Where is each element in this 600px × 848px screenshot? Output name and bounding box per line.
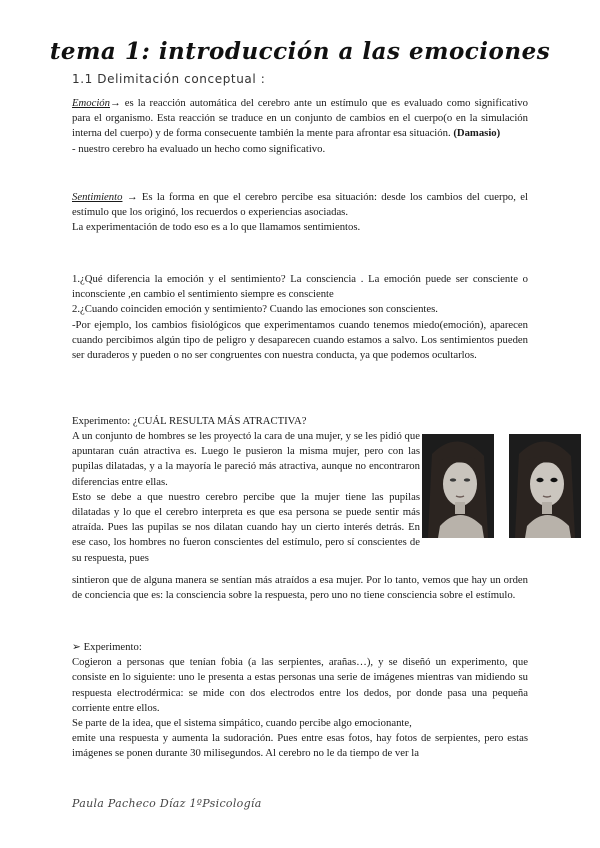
portrait-normal-pupils-image bbox=[422, 434, 494, 538]
question-1: 1.¿Qué diferencia la emoción y el sentimiento? La consciencia . La emoción puede ser consciente o inconsciente ,en cambio el sentimiento siempre es consciente bbox=[72, 273, 528, 301]
experiment1-continuation bbox=[72, 573, 528, 603]
experiment1-heading: Experimento: ¿CUÁL RESULTA MÁS ATRACTIVA? bbox=[72, 415, 307, 427]
sentimiento-definition bbox=[72, 190, 528, 236]
arrow-icon: → bbox=[110, 97, 121, 109]
emocion-term: Emoción bbox=[72, 97, 110, 109]
sentimiento-text: Es la forma en que el cerebro percibe esa situación: desde los cambios del cuerpo, el estímulo que los originó, los recuerdos o experiencias asociadas. bbox=[72, 191, 528, 219]
question-example: -Por ejemplo, los cambios fisiológicos que experimentamos cuando tenemos miedo(emoción), aparecen cuando percibimos algún tipo de peligro y desaparecen cuando estamos a salvo. Los sentimientos pueden ser duraderos y pueden o no ser congruentes con nuestra conducta, ya que podemos ocultarlos. bbox=[72, 318, 528, 362]
emocion-note: - nuestro cerebro ha evaluado un hecho como significativo. bbox=[72, 142, 326, 155]
arrow-icon: → bbox=[122, 191, 138, 203]
portrait-dilated-pupils-image bbox=[509, 434, 581, 538]
questions-section bbox=[72, 272, 528, 363]
experiment1-paragraph-3: sintieron que de alguna manera se sentían más atraídos a esa mujer. Por lo tanto, vemos que hay un orden de conciencia que es: la consciencia sobre la respuesta, pero uno no tiene consciencia sobre el estímulo. bbox=[72, 574, 528, 602]
footer-author: Paula Pacheco Díaz 1ºPsicología bbox=[72, 797, 262, 810]
sentimiento-term: Sentimiento bbox=[72, 191, 123, 203]
experiment2-section bbox=[72, 640, 528, 762]
experiment2-paragraph-2: Se parte de la idea, que el sistema simpático, cuando percibe algo emocionante, bbox=[72, 717, 412, 730]
emocion-definition bbox=[72, 96, 528, 157]
page-title: tema 1: introducción a las emociones bbox=[49, 38, 551, 65]
experiment1-text bbox=[72, 429, 420, 566]
question-2: 2.¿Cuando coinciden emoción y sentimiento? Cuando las emociones son conscientes. bbox=[72, 303, 438, 316]
experiment2-paragraph-1: Cogieron a personas que tenían fobia (a las serpientes, arañas…), y se diseñó un experimento, que consiste en lo siguiente: uno le presenta a estas personas una serie de imágenes mientras van midiendo su respuesta electrodérmica: se mide con dos electrodos entre los dedos, por donde pasa una pequeña corriente entre ellos. bbox=[72, 656, 528, 714]
emocion-text: es la reacción automática del cerebro ante un estímulo que es evaluado como significativo para el organismo. Esta reacción se traduce en un conjunto de cambios en el cuerpo(o en la simulación interna del cuerpo) y de forma consecuente también la mente para afrontar esa situación. bbox=[72, 97, 528, 140]
experiment2-paragraph-3: emite una respuesta y aumenta la sudoración. Pues entre esas fotos, hay fotos de serpientes, pero estas imágenes se ponen durante 30 milisegundos. Al cerebro no le da tiempo de ver la bbox=[72, 732, 528, 760]
emocion-author: (Damasio) bbox=[453, 127, 501, 140]
section-subtitle: 1.1 Delimitación conceptual : bbox=[72, 72, 266, 86]
experiment2-heading: ➢ Experimento: bbox=[72, 641, 142, 653]
sentimiento-note: La experimentación de todo eso es a lo que llamamos sentimientos. bbox=[72, 221, 361, 234]
experiment1-paragraph-1: A un conjunto de hombres se les proyectó la cara de una mujer, y se les pidió que apuntaran cuán atractiva es. Luego le pusieron la misma mujer, pero con las pupilas dilatadas, y a la mayoría le pareció más atractiva, aunque no encontraron diferencias entre ellas. bbox=[72, 430, 420, 488]
experiment1-paragraph-2: Esto se debe a que nuestro cerebro percibe que la mujer tiene las pupilas dilatadas y lo que el cerebro interpreta es que esa persona se puede sentir más atraída. Pues las pupilas se nos dilatan cuando hay un cierto interés detrás. En ese caso, los hombres no fueron conscientes del estímulo, pero sí conscientes de su respuesta, pues bbox=[72, 490, 420, 564]
